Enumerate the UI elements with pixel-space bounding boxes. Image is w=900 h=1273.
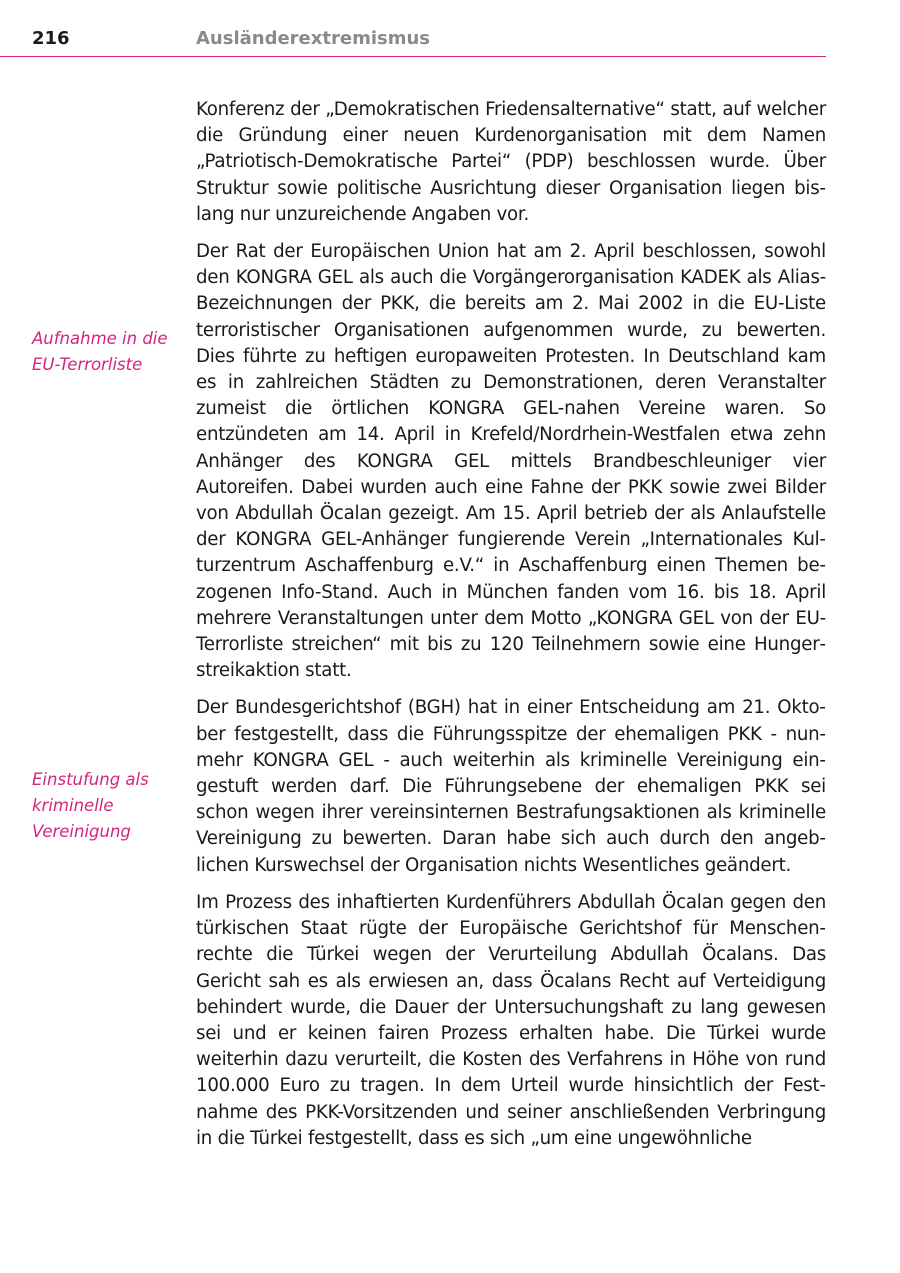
- paragraph-2: Der Rat der Europäischen Union hat am 2. April beschlossen, sowohl den KONGRA GEL als auch die Vorgängerorganisation KADEK als Alias-Bezeichnungen der PKK, die bereits am 2. Mai 2002 in die EU-Liste terroristischer Organisationen aufgenommen wurde, zu bewerten. Dies führte zu heftigen europaweiten Protesten. In Deutschland kam es in zahlreichen Städten zu Demonstrationen, deren Veranstalter zumeist die örtlichen KONGRA GEL-nahen Vereine waren. So entzündeten am 14. April in Krefeld/Nordrhein-Westfalen etwa zehn Anhänger des KONGRA GEL mittels Brandbeschleuniger vier Autoreifen. Dabei wurden auch eine Fahne der PKK sowie zwei Bilder von Abdullah Öcalan gezeigt. Am 15. April betrieb der als Anlaufstelle der KONGRA GEL-Anhänger fungierende Verein „Internationales Kulturzentrum Aschaffenburg e.V.“ in Aschaffenburg einen Themen bezogenen Info-Stand. Auch in München fanden vom 16. bis 18. April mehrere Veranstaltungen unter dem Motto „KONGRA GEL von der EU-Terrorliste streichen“ mit bis zu 120 Teilnehmern sowie eine Hungerstreikaktion statt.: [196, 241, 826, 682]
- margin-note-eu-terrorlist: Aufnahme in die EU-Terrorliste: [32, 329, 168, 374]
- running-title: Ausländerextremismus: [196, 28, 430, 49]
- page-header: [0, 0, 826, 57]
- paragraph-1: Konferenz der „Demokratischen Friedensalternative“ statt, auf welcher die Gründung einer neuen Kurdenorganisation mit dem Namen „Patriotisch-Demokratische Partei“ (PDP) beschlossen wurde. Über Struktur sowie politische Ausrichtung dieser Organisation liegen bislang nur unzureichende Angaben vor.: [196, 99, 826, 225]
- margin-note-criminal-association: Einstufung als kriminelle Vereinigung: [32, 770, 149, 841]
- paragraph-3: Der Bundesgerichtshof (BGH) hat in einer Entscheidung am 21. Oktober festgestellt, dass die Führungsspitze der ehemaligen PKK - nunmehr KONGRA GEL - auch weiterhin als kriminelle Vereinigung eingestuft werden darf. Die Führungsebene der ehemaligen PKK sei schon wegen ihrer vereinsinternen Bestrafungsaktionen als kriminelle Vereinigung zu bewerten. Daran habe sich auch durch den angeblichen Kurswechsel der Organisation nichts Wesentliches geändert.: [196, 697, 826, 876]
- body-text: [196, 97, 826, 1163]
- page-number: 216: [32, 28, 70, 49]
- paragraph-4: Im Prozess des inhaftierten Kurdenführers Abdullah Öcalan gegen den türkischen Staat rügte der Europäische Gerichtshof für Menschenrechte die Türkei wegen der Verurteilung Abdullah Öcalans. Das Gericht sah es als erwiesen an, dass Öcalans Recht auf Verteidigung behindert wurde, die Dauer der Untersuchungshaft zu lang gewesen sei und er keinen fairen Prozess erhalten habe. Die Türkei wurde weiterhin dazu verurteilt, die Kosten des Verfahrens in Höhe von rund 100.000 Euro zu tragen. In dem Urteil wurde hinsichtlich der Festnahme des PKK-Vorsitzenden und seiner anschließenden Verbringung in die Türkei festgestellt, dass es sich „um eine ungewöhnliche: [196, 891, 826, 1149]
